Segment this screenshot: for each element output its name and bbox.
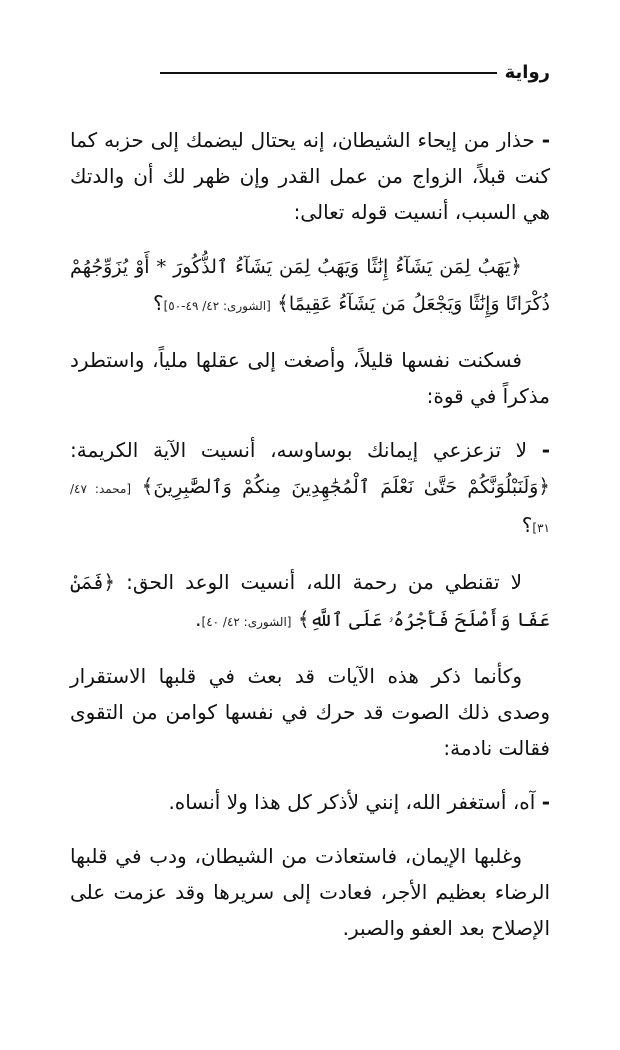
dialogue-dash: -: [541, 438, 550, 462]
ornate-bracket-open: ﴿: [538, 474, 550, 498]
quran-verse: يَهَبُ لِمَن يَشَآءُ إِنَٰثًا وَيَهَبُ لِمَن يَشَآءُ ٱلذُّكُورَ * أَوْ يُزَوِّجُهُمْ ذُكْرَانًا وَإِنَٰثًا وَيَجْعَلُ مَن يَشَآءُ عَقِيمًا: [70, 256, 550, 315]
header-title: رواية: [504, 62, 550, 83]
paragraph-6: [70, 658, 550, 766]
question-mark: ؟: [521, 513, 533, 537]
verse-reference: [الشورى: ٤٢/ ٤٠]: [201, 615, 292, 629]
question-mark: ؟: [152, 291, 164, 315]
paragraph-text: حذار من إيحاء الشيطان، إنه يحتال ليضمك إلى حزبه كما كنت قبلاً، الزواج من عمل القدر وإن ظهر لك أن والدتك هي السبب، أنسيت قوله تعالى:: [70, 128, 550, 224]
page-body: [70, 122, 550, 964]
paragraph-text: فسكنت نفسها قليلاً، وأصغت إلى عقلها ملياً، واستطرد مذكراً في قوة:: [70, 348, 550, 408]
paragraph-3: [70, 342, 550, 414]
running-header: [160, 62, 550, 83]
verse-reference: [محمد: ٤٧/ ٣١]: [70, 482, 550, 535]
ornate-bracket-open: ﴿: [510, 254, 522, 278]
paragraph-7: [70, 784, 550, 820]
ornate-bracket-close: ﴾: [277, 291, 289, 315]
quran-verse-block-1: [70, 248, 550, 324]
dialogue-dash: -: [541, 128, 550, 152]
paragraph-text: وغلبها الإيمان، فاستعاذت من الشيطان، ودب في قلبها الرضاء بعظيم الأجر، فعادت إلى سريرها وقد عزمت على الإصلاح بعد العفو والصبر.: [70, 844, 550, 940]
paragraph-4: [70, 432, 550, 546]
paragraph-5: [70, 564, 550, 640]
paragraph-text: لا تزعزعي إيمانك بوساوسه، أنسيت الآية الكريمة:: [70, 438, 528, 462]
paragraph-text: آه، أستغفر الله، إنني لأذكر كل هذا ولا أنساه.: [168, 790, 536, 814]
quran-verse: فَمَنْ عَفَا وَأَصْلَحَ فَأَجْرُهُۥ عَلَى ٱللَّهِ: [70, 572, 550, 631]
full-stop: .: [195, 607, 202, 631]
header-rule: [160, 72, 497, 74]
paragraph-text: وكأنما ذكر هذه الآيات قد بعث في قلبها الاستقرار وصدى ذلك الصوت قد حرك في نفسها كوامن من التقوى فقالت نادمة:: [70, 664, 550, 760]
dialogue-dash: -: [541, 790, 550, 814]
ornate-bracket-open: ﴿: [103, 570, 116, 594]
ornate-bracket-close: ﴾: [141, 474, 154, 498]
ornate-bracket-close: ﴾: [297, 607, 310, 631]
verse-reference: [الشورى: ٤٢/ ٤٩-٥٠]: [163, 299, 271, 313]
paragraph-text: لا تقنطي من رحمة الله، أنسيت الوعد الحق:: [126, 570, 522, 594]
quran-verse: وَلَنَبْلُوَنَّكُمْ حَتَّىٰ نَعْلَمَ ٱلْمُجَٰهِدِينَ مِنكُمْ وَٱلصَّٰبِرِينَ: [153, 476, 539, 498]
paragraph-1: [70, 122, 550, 230]
paragraph-8: [70, 838, 550, 946]
